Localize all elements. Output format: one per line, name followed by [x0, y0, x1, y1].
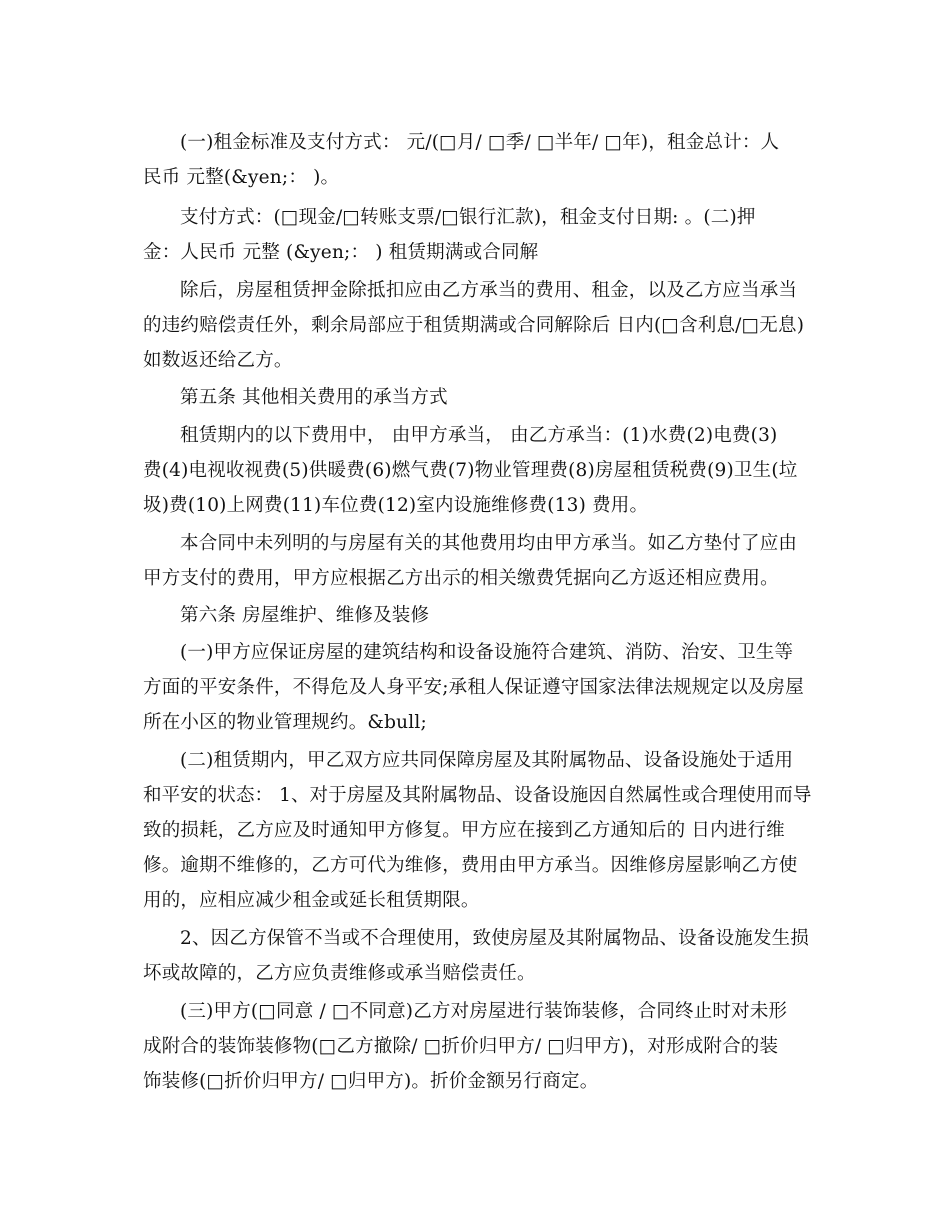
- text-line: (三)甲方(□同意 / □不同意)乙方对房屋进行装饰装修，合同终止时对未形: [180, 1001, 788, 1022]
- text-line: 租赁期内的以下费用中， 由甲方承当， 由乙方承当：(1)水费(2)电费(3): [180, 425, 778, 446]
- text-line: 民币 元整(&yen;： )。: [143, 167, 340, 188]
- text-line: 修。逾期不维修的，乙方可代为维修，费用由甲方承当。因维修房屋影响乙方使: [143, 855, 798, 876]
- section-heading: 第五条 其他相关费用的承当方式: [180, 387, 448, 408]
- text-line: (一)租金标准及支付方式： 元/(□月/ □季/ □半年/ □年)，租金总计：人: [180, 132, 780, 153]
- text-line: 致的损耗，乙方应及时通知甲方修复。甲方应在接到乙方通知后的 日内进行维: [143, 820, 785, 841]
- text-line: 费(4)电视收视费(5)供暖费(6)燃气费(7)物业管理费(8)房屋租赁税费(9)卫生(垃: [143, 460, 798, 481]
- text-line: 金：人民币 元整 (&yen;： ) 租赁期满或合同解: [143, 242, 539, 263]
- text-line: 本合同中未列明的与房屋有关的其他费用均由甲方承当。如乙方垫付了应由: [180, 533, 798, 554]
- text-line: 支付方式：(□现金/□转账支票/□银行汇款)，租金支付日期: 。(二)押: [180, 207, 756, 228]
- section-heading: 第六条 房屋维护、维修及装修: [180, 605, 430, 626]
- text-line: 所在小区的物业管理规约。&bull;: [143, 712, 427, 733]
- text-line: 2、因乙方保管不当或不合理使用，致使房屋及其附属物品、设备设施发生损: [180, 928, 810, 949]
- text-line: 和平安的状态： 1、对于房屋及其附属物品、设备设施因自然属性或合理使用而导: [143, 785, 812, 806]
- text-line: 用的，应相应减少租金或延长租赁期限。: [143, 890, 480, 911]
- text-line: 圾)费(10)上网费(11)车位费(12)室内设施维修费(13) 费用。: [143, 495, 649, 516]
- text-line: 坏或故障的，乙方应负责维修或承当赔偿责任。: [143, 963, 536, 984]
- text-line: (一)甲方应保证房屋的建筑结构和设备设施符合建筑、消防、治安、卫生等: [180, 642, 794, 663]
- text-line: 饰装修(□折价归甲方/ □归甲方)。折价金额另行商定。: [143, 1071, 599, 1092]
- text-line: 成附合的装饰装修物(□乙方撤除/ □折价归甲方/ □归甲方)，对形成附合的装: [143, 1036, 779, 1057]
- text-line: 甲方支付的费用，甲方应根据乙方出示的相关缴费凭据向乙方返还相应费用。: [143, 568, 779, 589]
- text-line: 如数返还给乙方。: [143, 350, 293, 371]
- text-line: (二)租赁期内，甲乙双方应共同保障房屋及其附属物品、设备设施处于适用: [180, 750, 794, 771]
- text-line: 的违约赔偿责任外，剩余局部应于租赁期满或合同解除后 日内(□含利息/□无息): [143, 315, 805, 336]
- text-line: 除后，房屋租赁押金除抵扣应由乙方承当的费用、租金，以及乙方应当承当: [180, 280, 798, 301]
- text-line: 方面的平安条件，不得危及人身平安;承租人保证遵守国家法律法规规定以及房屋: [143, 677, 804, 698]
